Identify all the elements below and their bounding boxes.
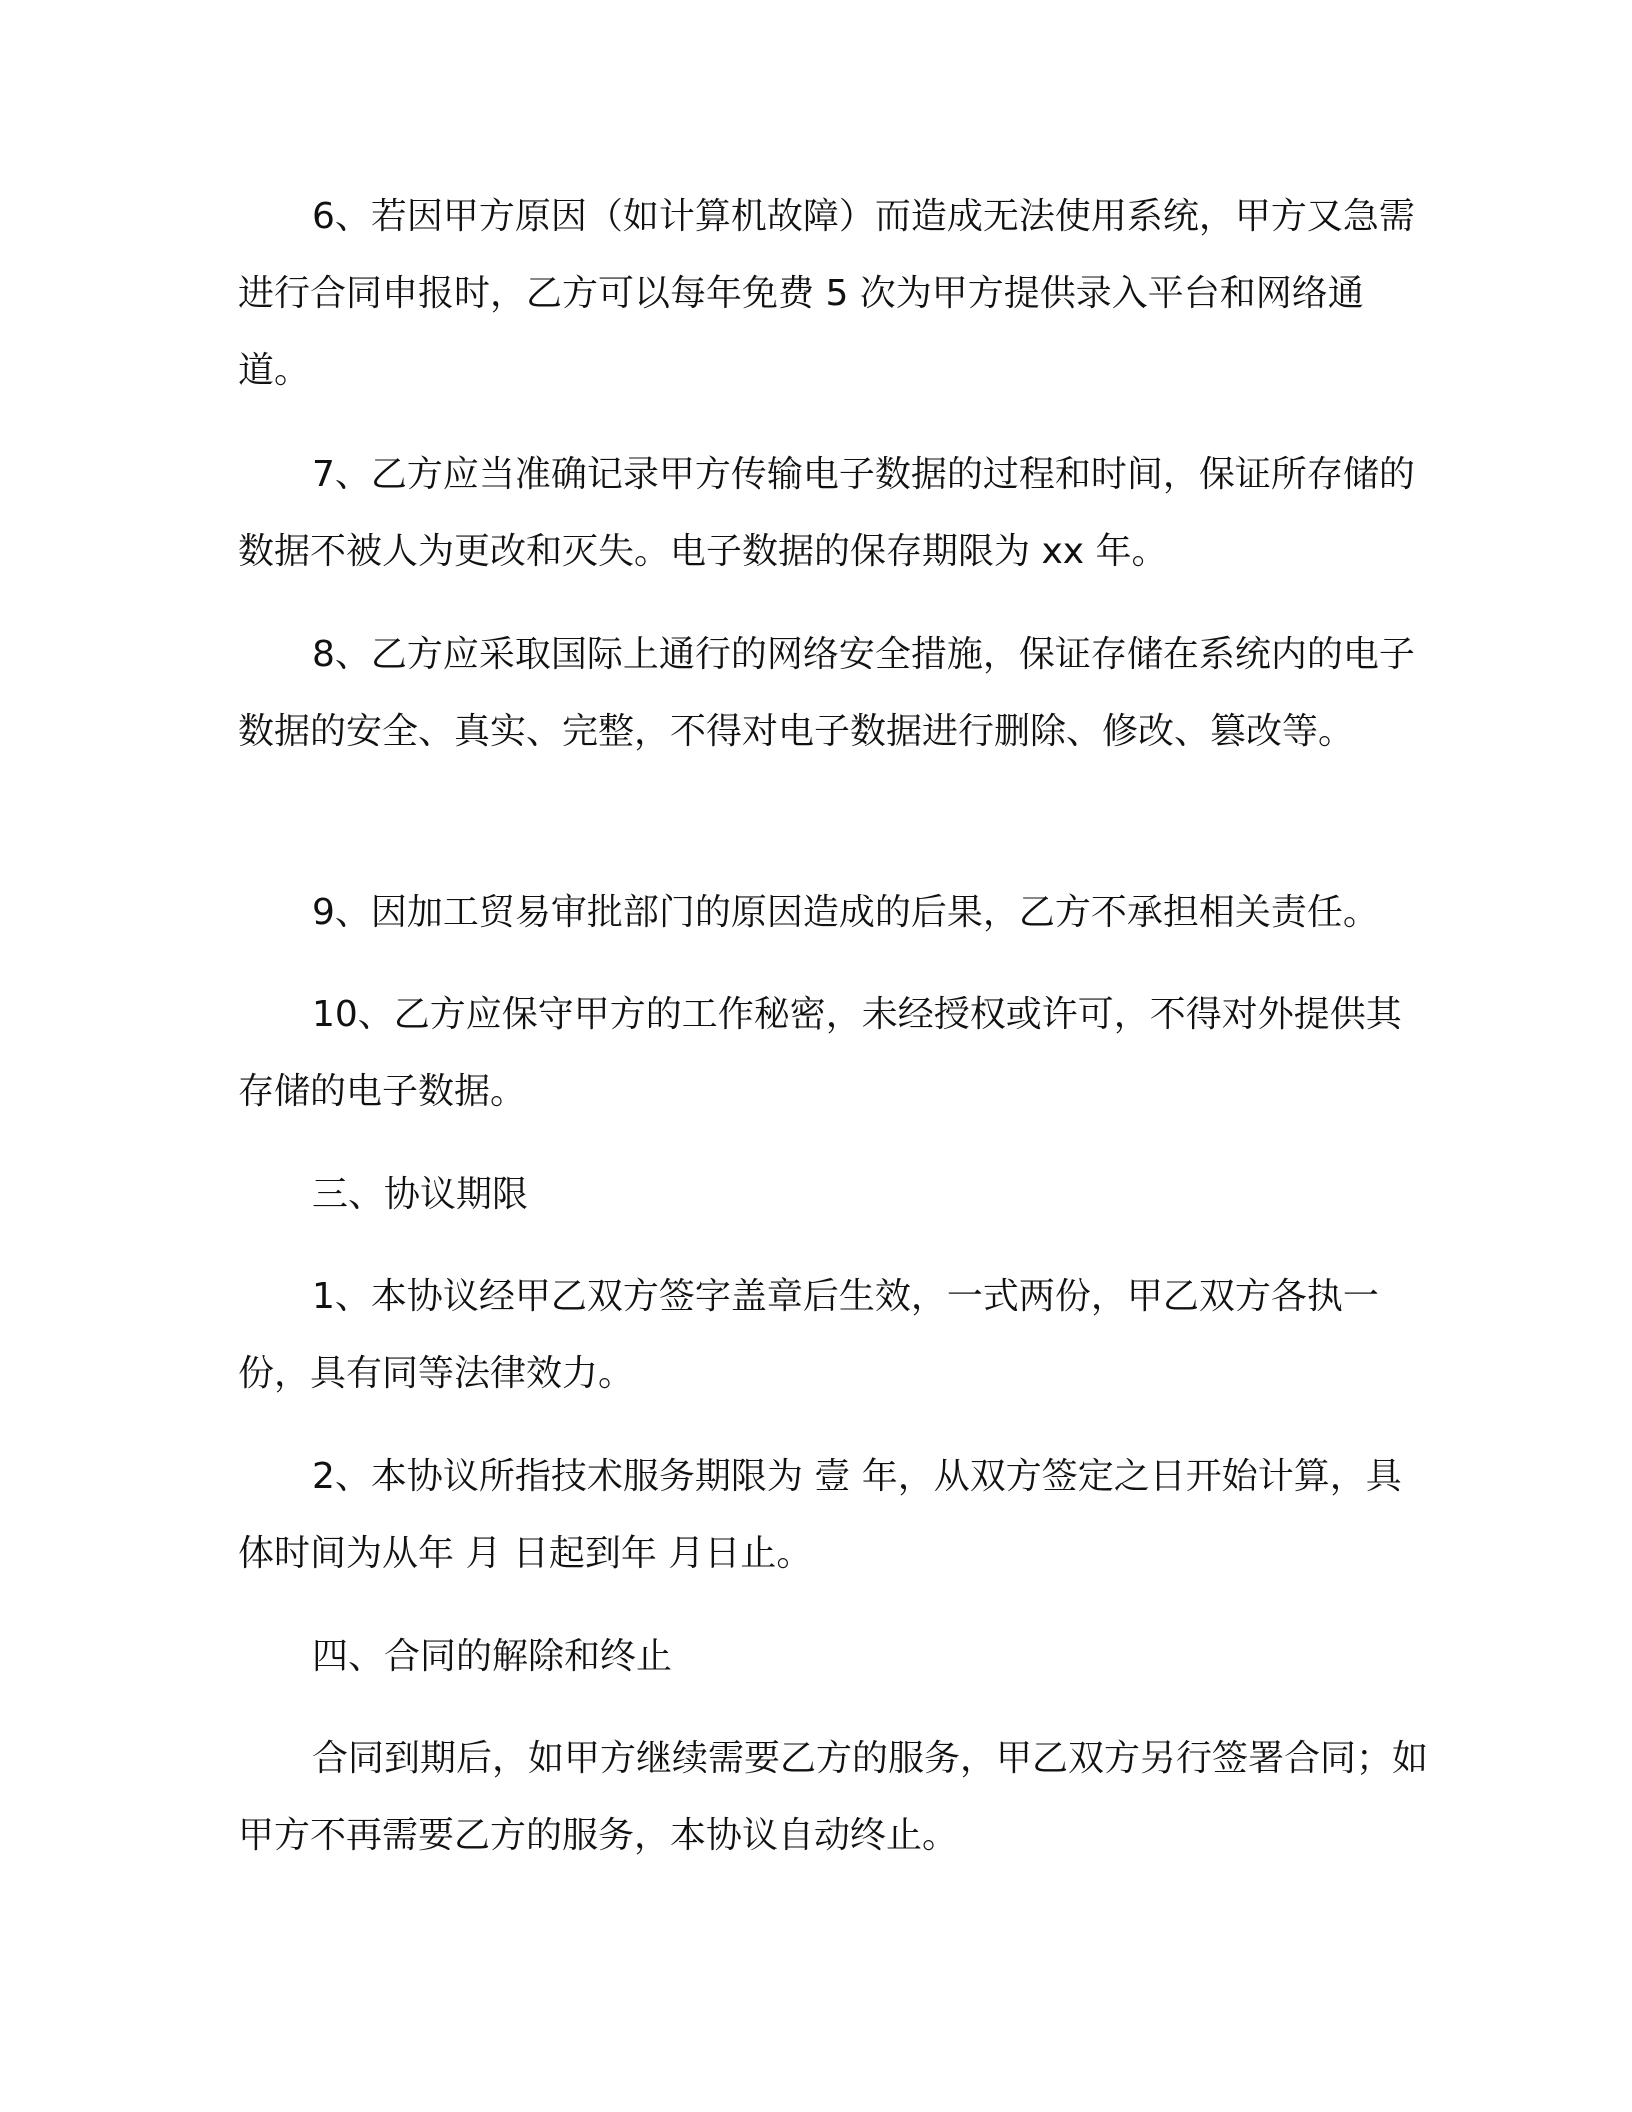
clause-7: 7、乙方应当准确记录甲方传输电子数据的过程和时间，保证所存储的数据不被人为更改和灭失。电子数据的保存期限为 xx 年。 bbox=[238, 454, 1415, 572]
clause-8: 8、乙方应采取国际上通行的网络安全措施，保证存储在系统内的电子数据的安全、真实、完整，不得对电子数据进行删除、修改、篡改等。 bbox=[238, 634, 1415, 752]
term-clause-1: 1、本协议经甲乙双方签字盖章后生效，一式两份，甲乙双方各执一份，具有同等法律效力。 bbox=[238, 1276, 1379, 1394]
clause-9: 9、因加工贸易审批部门的原因造成的后果，乙方不承担相关责任。 bbox=[312, 892, 1379, 933]
clause-6: 6、若因甲方原因（如计算机故障）而造成无法使用系统，甲方又急需进行合同申报时，乙方可以每年免费 5 次为甲方提供录入平台和网络通道。 bbox=[238, 196, 1415, 391]
section-heading-term: 三、协议期限 bbox=[312, 1174, 529, 1215]
termination-clause: 合同到期后，如甲方继续需要乙方的服务，甲乙双方另行签署合同；如甲方不再需要乙方的服务，本协议自动终止。 bbox=[238, 1738, 1429, 1856]
term-clause-2: 2、本协议所指技术服务期限为 壹 年，从双方签定之日开始计算，具体时间为从年 月 日起到年 月日止。 bbox=[238, 1456, 1402, 1574]
clause-10: 10、乙方应保守甲方的工作秘密，未经授权或许可，不得对外提供其存储的电子数据。 bbox=[238, 994, 1402, 1112]
section-heading-termination: 四、合同的解除和终止 bbox=[312, 1636, 673, 1677]
